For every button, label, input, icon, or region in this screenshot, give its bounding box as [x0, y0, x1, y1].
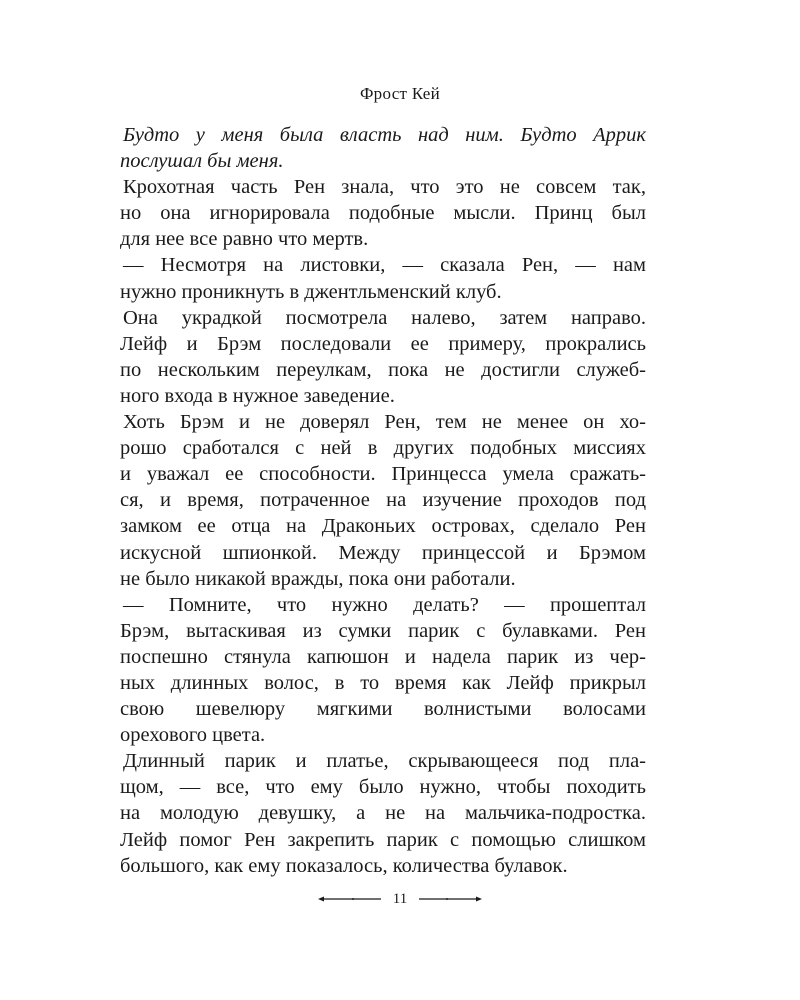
text-line: Хоть Брэм и не доверял Рен, тем не менее он хо- — [123, 411, 646, 434]
text-line: Брэм, вытаскивая из сумки парик с булавками. Рен — [120, 619, 646, 642]
running-header: Фрост Кей — [359, 84, 441, 103]
text-line: рошо сработался с ней в других подобных миссиях — [120, 437, 646, 460]
paragraph — [120, 252, 646, 304]
text-line: не было никакой вражды, пока они работали. — [120, 567, 516, 590]
right-ornament-icon — [417, 894, 483, 904]
paragraph — [120, 305, 646, 409]
text-line: щом, — все, что ему было нужно, чтобы походить — [120, 776, 646, 799]
paragraph — [120, 592, 646, 749]
text-line: послушал бы меня. — [120, 150, 284, 173]
text-line: искусной шпионкой. Между принцессой и Брэмом — [120, 541, 646, 564]
text-line: — Помните, что нужно делать? — прошептал — [123, 593, 646, 616]
left-ornament-icon — [317, 894, 383, 904]
text-line: и уважал ее способности. Принцесса умела сражать- — [120, 463, 646, 486]
text-line: свою шевелюру мягкими волнистыми волосами — [120, 698, 646, 721]
text-line: ного входа в нужное заведение. — [120, 384, 395, 407]
text-line: Длинный парик и платье, скрывающееся под пла- — [123, 750, 646, 773]
paragraph — [120, 174, 646, 252]
text-line: Крохотная часть Рен знала, что это не совсем так, — [123, 176, 646, 199]
paragraph — [120, 409, 646, 592]
text-line: по нескольким переулкам, пока не достигли служеб- — [120, 358, 646, 381]
page-footer — [0, 889, 800, 909]
text-line: для нее все равно что мертв. — [120, 228, 369, 251]
text-line: орехового цвета. — [120, 724, 266, 747]
text-line: но она игнорировала подобные мысли. Принц был — [120, 202, 646, 225]
text-line: большого, как ему показалось, количества булавок. — [120, 854, 568, 877]
text-line: на молодую девушку, а не на мальчика-подростка. — [120, 802, 646, 825]
text-line: Она украдкой посмотрела налево, затем направо. — [123, 306, 646, 329]
body-text — [120, 122, 646, 879]
text-line: Лейф помог Рен закрепить парик с помощью слишком — [120, 828, 646, 851]
text-line: замком ее отца на Драконьих островах, сделало Рен — [120, 515, 646, 538]
text-line: ся, и время, потраченное на изучение проходов под — [120, 489, 646, 512]
page-number: 11 — [392, 890, 408, 907]
text-line: Лейф и Брэм последовали ее примеру, прокрались — [120, 332, 646, 355]
text-line: ных длинных волос, в то время как Лейф прикрыл — [120, 671, 646, 694]
text-line: поспешно стянула капюшон и надела парик из чер- — [120, 645, 646, 668]
paragraph — [120, 122, 646, 174]
text-line: — Несмотря на листовки, — сказала Рен, — нам — [123, 254, 646, 277]
paragraph — [120, 748, 646, 878]
text-line: нужно проникнуть в джентльменский клуб. — [120, 280, 502, 303]
text-line: Будто у меня была власть над ним. Будто Аррик — [123, 124, 646, 146]
